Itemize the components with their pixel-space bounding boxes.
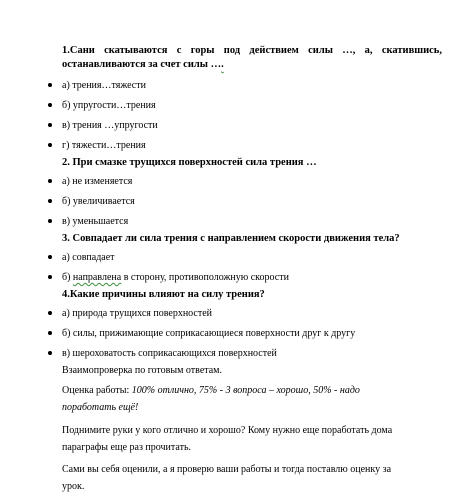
q1-option-b [48, 99, 156, 113]
q1-option-d [48, 139, 146, 153]
question-4-title: 4.Какие причины влияют на силу трения? [62, 289, 265, 300]
q4-option-a-label: а) природа трущихся поверхностей [62, 308, 213, 319]
q4-option-a [48, 307, 212, 321]
hands-line-1: Поднимите руки у кого отлично и хорошо? Кому нужно еще поработать дома [62, 425, 393, 436]
bullet-icon [48, 351, 52, 355]
bullet-icon [48, 275, 52, 279]
q2-option-a-label: а) не изменяется [62, 176, 133, 187]
peer-check-text: Взаимопроверка по готовым ответам. [62, 365, 223, 376]
q3-option-a [48, 251, 115, 265]
q1-option-c [48, 119, 158, 133]
q4-option-c [48, 347, 277, 361]
question-1-mark: . [221, 59, 224, 70]
bullet-icon [48, 123, 52, 127]
q3-option-a-label: а) совпадает [62, 252, 115, 263]
q4-option-c-label: в) шероховатость соприкасающихся поверхностей [62, 348, 277, 359]
grading-scale: 100% отлично, 75% - 3 вопроса – хорошо, 50% - надо [131, 385, 360, 396]
q2-option-c [48, 215, 128, 229]
self-assess-line-2: урок. [62, 481, 85, 492]
grading-line-2: поработать ещё! [62, 402, 139, 413]
q4-option-b [48, 327, 355, 341]
q2-option-b-label: б) увеличивается [62, 196, 135, 207]
q3-option-b-marked-word: направлена [72, 272, 122, 283]
bullet-icon [48, 219, 52, 223]
question-1-line-2-text: останавливаются за счет силы … [62, 59, 222, 70]
bullet-icon [48, 83, 52, 87]
q1-option-a-label: а) трения…тяжести [62, 80, 146, 91]
question-1-line-2 [62, 58, 442, 72]
grading-line-1 [62, 384, 454, 398]
bullet-icon [48, 255, 52, 259]
grading-label: Оценка работы: [62, 385, 132, 396]
bullet-icon [48, 331, 52, 335]
q2-option-b [48, 195, 135, 209]
q3-option-b-rest: в сторону, противоположную скорости [121, 272, 289, 283]
q2-option-a [48, 175, 132, 189]
self-assess-line-1: Сами вы себя оценили, а я проверю ваши работы и тогда поставлю оценку за [62, 464, 392, 475]
q2-option-c-label: в) уменьшается [62, 216, 129, 227]
bullet-icon [48, 311, 52, 315]
bullet-icon [48, 143, 52, 147]
q3-option-b-prefix: б) [62, 272, 73, 283]
bullet-icon [48, 199, 52, 203]
q1-option-d-label: г) тяжести…трения [62, 140, 146, 151]
hands-line-2: параграфы еще раз прочитать. [62, 442, 192, 453]
q1-option-c-label: в) трения …упругости [62, 120, 158, 131]
question-2-title: 2. При смазке трущихся поверхностей сила трения … [62, 157, 317, 168]
question-1-line-1: 1.Сани скатываются с горы под действием силы …, а, скатившись, [62, 45, 442, 56]
bullet-icon [48, 103, 52, 107]
q1-option-a [48, 79, 146, 93]
bullet-icon [48, 179, 52, 183]
q1-option-b-label: б) упругости…трения [62, 100, 156, 111]
q3-option-b [48, 271, 289, 285]
question-3-title: 3. Совпадает ли сила трения с направлением скорости движения тела? [62, 233, 400, 244]
q4-option-b-label: б) силы, прижимающие соприкасающиеся поверхности друг к другу [62, 328, 356, 339]
